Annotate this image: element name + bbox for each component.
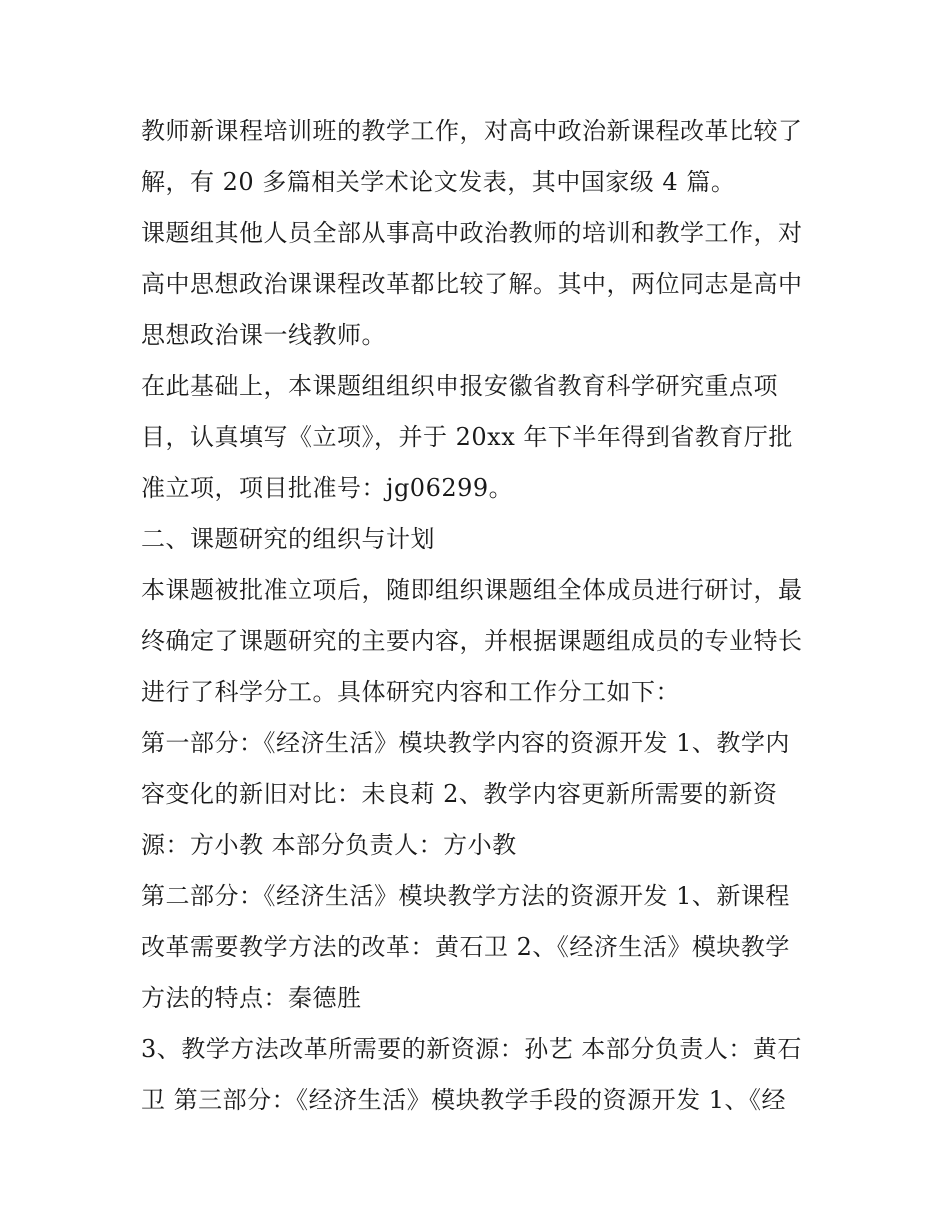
text-line: 进行了科学分工。具体研究内容和工作分工如下： — [141, 678, 680, 706]
text-line: 终确定了课题研究的主要内容，并根据课题组成员的专业特长 — [141, 627, 803, 655]
text-line: 3、教学方法改革所需要的新资源：孙艺 本部分负责人：黄石 — [141, 1035, 802, 1063]
text-line: 第一部分：《经济生活》模块教学内容的资源开发 1、教学内 — [141, 729, 790, 757]
text-line: 本课题被批准立项后，随即组织课题组全体成员进行研讨，最 — [141, 576, 803, 604]
text-line: 目，认真填写《立项》，并于 20xx 年下半年得到省教育厅批 — [141, 423, 793, 451]
section-heading: 二、课题研究的组织与计划 — [141, 525, 435, 553]
text-line: 课题组其他人员全部从事高中政治教师的培训和教学工作，对 — [141, 219, 803, 247]
text-line: 高中思想政治课课程改革都比较了解。其中，两位同志是高中 — [141, 270, 803, 298]
text-line: 在此基础上，本课题组组织申报安徽省教育科学研究重点项 — [141, 372, 778, 400]
text-line: 改革需要教学方法的改革：黄石卫 2、《经济生活》模块教学 — [141, 933, 790, 961]
text-line: 解，有 20 多篇相关学术论文发表，其中国家级 4 篇。 — [141, 168, 736, 196]
body-text — [141, 106, 821, 1126]
text-line: 源：方小教 本部分负责人：方小教 — [141, 831, 517, 859]
text-line: 教师新课程培训班的教学工作，对高中政治新课程改革比较了 — [141, 117, 803, 145]
text-line: 容变化的新旧对比：未良莉 2、教学内容更新所需要的新资 — [141, 780, 778, 808]
text-line: 准立项，项目批准号：jg06299。 — [141, 474, 514, 502]
text-line: 第二部分：《经济生活》模块教学方法的资源开发 1、新课程 — [141, 882, 790, 910]
text-line: 卫 第三部分：《经济生活》模块教学手段的资源开发 1、《经 — [141, 1086, 787, 1114]
text-line: 思想政治课一线教师。 — [141, 321, 386, 349]
text-line: 方法的特点：秦德胜 — [141, 984, 362, 1012]
